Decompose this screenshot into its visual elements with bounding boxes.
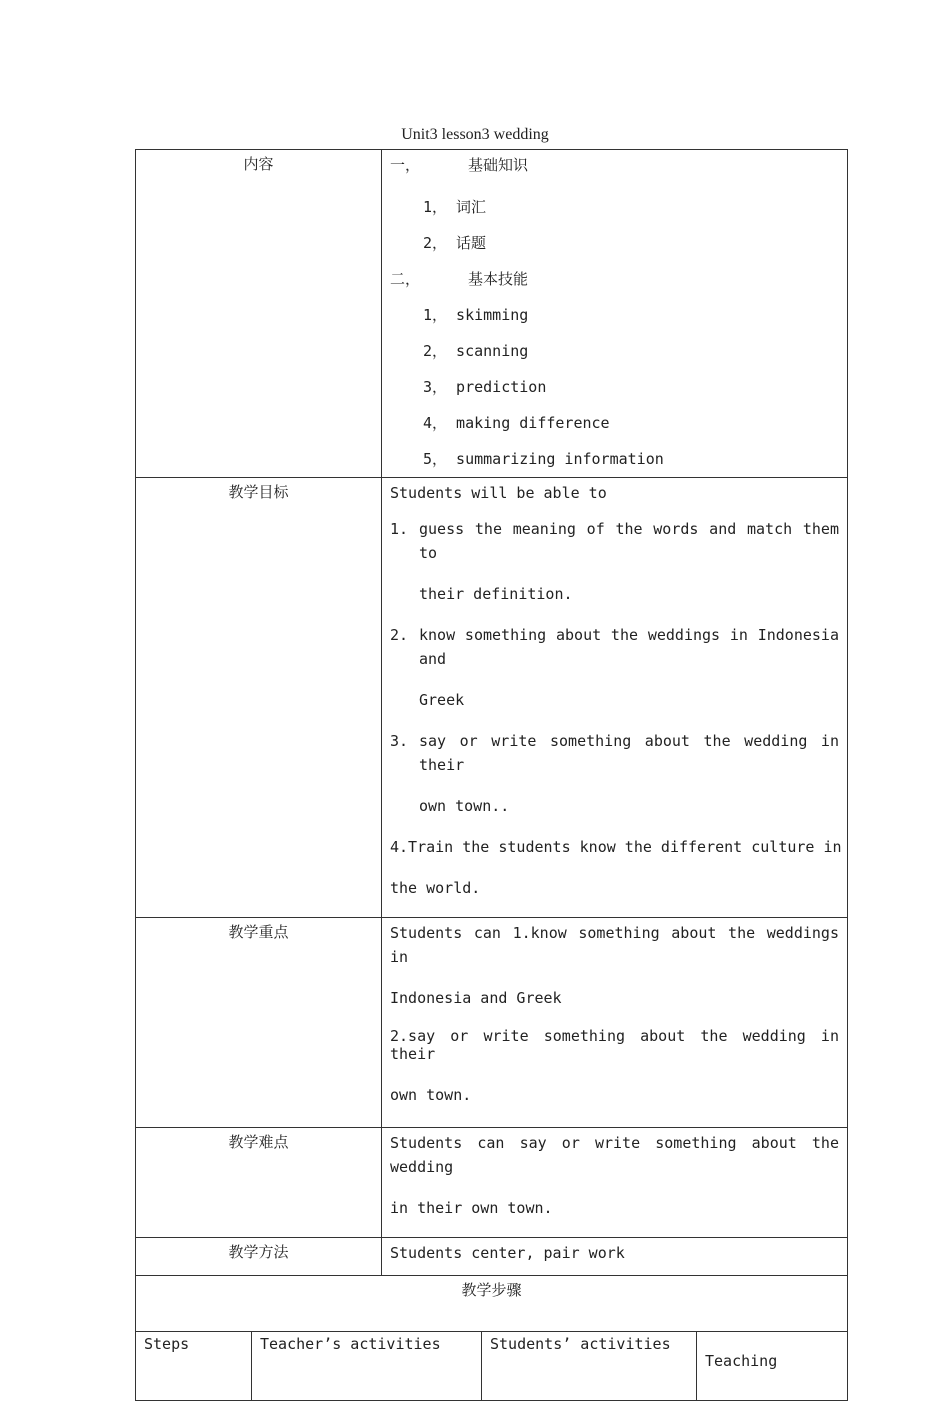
key-points-row: [136, 918, 848, 1128]
objectives-value: [382, 478, 848, 918]
objective-text: guess the meaning of the words and match them to: [419, 520, 839, 562]
content-row: [136, 150, 848, 478]
key-points-value: [382, 918, 848, 1128]
list-item: 1， 词汇: [423, 198, 487, 216]
objective-number: 3.: [390, 732, 409, 750]
column-header-students-activities: Students’ activities: [482, 1332, 697, 1400]
basic-skills-label: 基本技能: [468, 270, 529, 288]
difficulties-text: Students can say or write something about the wedding: [390, 1134, 839, 1176]
key-points-text-cont: Indonesia and Greek: [390, 989, 562, 1007]
document-title: Unit3 lesson3 wedding: [401, 126, 549, 143]
objective-text-cont: Greek: [419, 691, 465, 709]
list-item: 2， 话题: [423, 234, 487, 252]
difficulties-label: 教学难点: [136, 1128, 382, 1238]
section-heading-basic-skills: 二， 基本技能: [390, 270, 529, 288]
objective-item-1: [390, 517, 839, 623]
methods-value: [382, 1238, 848, 1276]
steps-table: [136, 1332, 847, 1400]
key-points-text: 2.say or write something about the wedding in their: [390, 1027, 839, 1063]
difficulties-value: [382, 1128, 848, 1238]
content-value: [382, 150, 848, 478]
objectives-label: 教学目标: [136, 478, 382, 918]
key-points-text: Students can 1.know something about the weddings in: [390, 924, 839, 966]
lesson-plan-table: [135, 149, 848, 1401]
steps-heading-row: [136, 1276, 848, 1332]
objective-number: 2.: [390, 626, 409, 644]
objective-text-cont: own town..: [419, 797, 510, 815]
list-item: 3， prediction: [423, 378, 547, 396]
difficulties-row: [136, 1128, 848, 1238]
list-item: 4， making difference: [423, 414, 610, 432]
objectives-intro: Students will be able to: [390, 484, 607, 502]
key-points-text-cont: own town.: [390, 1086, 472, 1104]
objective-item-2: [390, 623, 839, 729]
list-item: 1， skimming: [423, 306, 529, 324]
steps-columns-row: [136, 1332, 848, 1401]
column-header-steps: Steps: [136, 1332, 252, 1400]
steps-heading: 教学步骤: [136, 1276, 848, 1332]
methods-row: [136, 1238, 848, 1276]
difficulties-text-cont: in their own town.: [390, 1199, 553, 1217]
objective-text: know something about the weddings in Indonesia and: [419, 626, 839, 668]
objective-text: say or write something about the wedding in their: [419, 732, 839, 774]
list-item: 5， summarizing information: [423, 450, 664, 468]
content-label: 内容: [136, 150, 382, 478]
list-item: 2， scanning: [423, 342, 529, 360]
key-points-label: 教学重点: [136, 918, 382, 1128]
basic-knowledge-label: 基础知识: [468, 156, 529, 174]
objectives-row: [136, 478, 848, 918]
section-heading-basic-knowledge: 一， 基础知识: [390, 156, 529, 174]
objective-number: 1.: [390, 520, 409, 538]
objective-item-4: [390, 835, 842, 917]
methods-label: 教学方法: [136, 1238, 382, 1276]
objective-text-cont: their definition.: [419, 585, 573, 603]
column-header-teacher-activities: Teacher’s activities: [252, 1332, 482, 1400]
objective-text: 4.Train the students know the different culture in: [390, 838, 842, 856]
methods-text: Students center, pair work: [390, 1244, 625, 1262]
objective-item-3: [390, 729, 839, 835]
objective-text-cont: the world.: [390, 879, 481, 897]
column-header-teaching: Teaching: [705, 1352, 778, 1370]
